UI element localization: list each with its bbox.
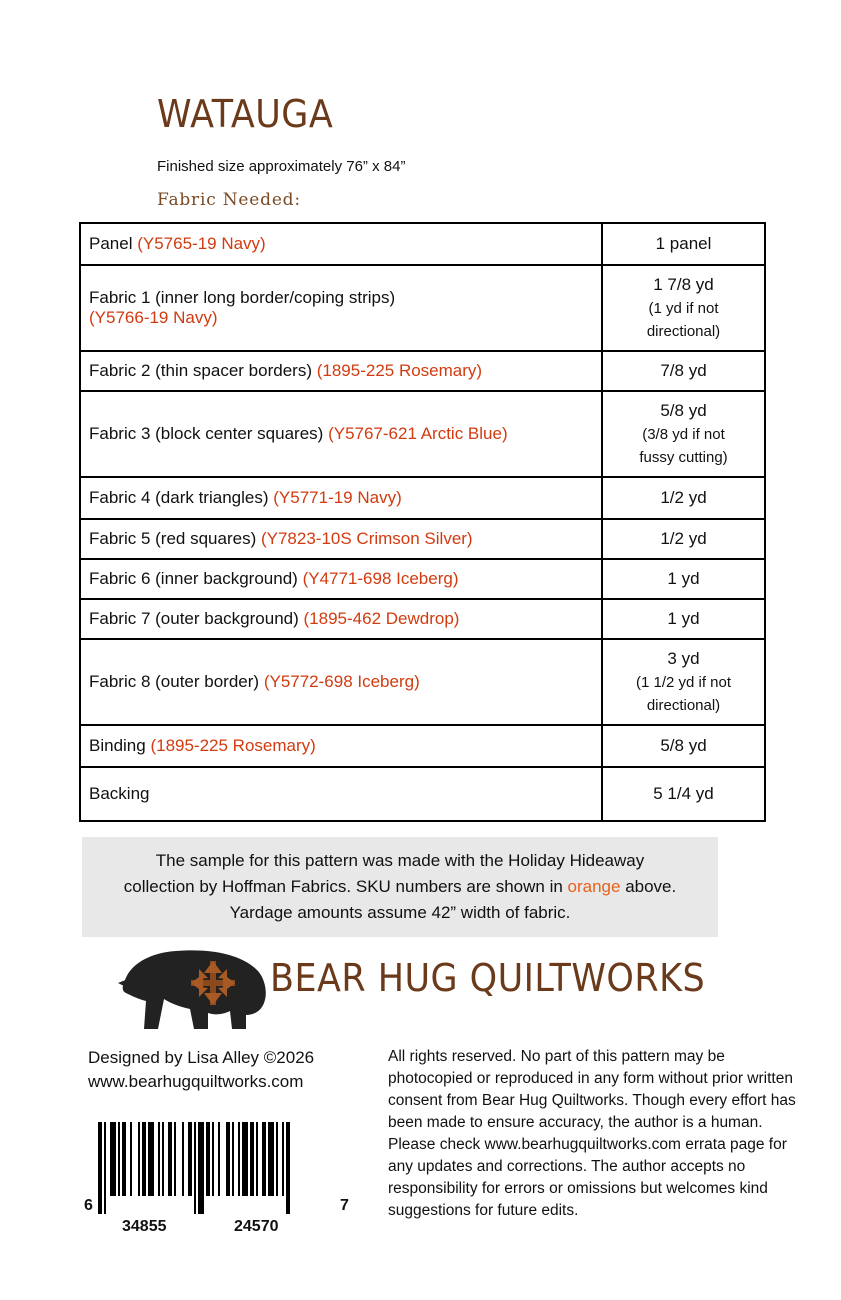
table-row bbox=[80, 559, 765, 599]
barcode-bar bbox=[242, 1122, 248, 1196]
fabric-item-label: Backing bbox=[89, 784, 150, 803]
notice-line-1: The sample for this pattern was made with the Holiday Hideaway bbox=[155, 851, 645, 870]
fabric-item-cell bbox=[80, 265, 602, 351]
orange-word: orange bbox=[567, 877, 621, 896]
barcode-bar bbox=[148, 1122, 154, 1196]
fabric-amount: 1 yd bbox=[667, 609, 700, 628]
fabric-amount-note: (3/8 yd if not fussy cutting) bbox=[639, 426, 728, 466]
barcode-bar bbox=[218, 1122, 220, 1196]
fabric-item-label: Fabric 5 (red squares) bbox=[89, 529, 257, 548]
fabric-amount: 1 yd bbox=[667, 569, 700, 588]
notice-line-2-end: above. bbox=[620, 877, 677, 896]
fabric-item-cell bbox=[80, 223, 602, 265]
barcode-bar bbox=[182, 1122, 184, 1196]
fabric-amount: 1 panel bbox=[655, 234, 712, 253]
barcode-bar bbox=[232, 1122, 234, 1196]
table-row bbox=[80, 265, 765, 351]
brand-name: BEAR HUG QUILTWORKS bbox=[270, 956, 706, 1000]
fabric-item-cell bbox=[80, 639, 602, 725]
barcode-bar bbox=[174, 1122, 176, 1196]
fabric-item-label: Fabric 8 (outer border) bbox=[89, 672, 260, 691]
barcode-bar bbox=[276, 1122, 278, 1196]
barcode-bar bbox=[142, 1122, 146, 1196]
barcode-bar bbox=[194, 1122, 196, 1214]
barcode-bar bbox=[122, 1122, 126, 1196]
fabric-item-cell bbox=[80, 725, 602, 767]
fabric-amount: 1/2 yd bbox=[660, 488, 707, 507]
table-row bbox=[80, 599, 765, 639]
fabric-amount-note: (1 1/2 yd if not directional) bbox=[635, 674, 732, 714]
fabric-item-label: Fabric 3 (block center squares) bbox=[89, 424, 324, 443]
pattern-title: WATAUGA bbox=[157, 92, 334, 136]
fabric-amount: 1/2 yd bbox=[660, 529, 707, 548]
barcode-check-digit: 7 bbox=[340, 1197, 349, 1214]
fabric-amount-cell bbox=[602, 223, 765, 265]
fabric-amount-cell bbox=[602, 639, 765, 725]
fabric-amount-note: (1 yd if not directional) bbox=[646, 300, 721, 340]
fabric-item-cell bbox=[80, 767, 602, 821]
fabric-item-label: Binding bbox=[89, 736, 146, 755]
fabric-item-cell bbox=[80, 599, 602, 639]
barcode-bar bbox=[286, 1122, 290, 1214]
table-row bbox=[80, 223, 765, 265]
table-row bbox=[80, 477, 765, 519]
barcode-bar bbox=[250, 1122, 254, 1196]
barcode-bar bbox=[98, 1122, 102, 1214]
fabric-item-cell bbox=[80, 559, 602, 599]
barcode-bar bbox=[138, 1122, 140, 1196]
fabric-amount: 5/8 yd bbox=[660, 401, 707, 420]
fabric-item-cell bbox=[80, 519, 602, 559]
barcode-bar bbox=[268, 1122, 274, 1196]
fabric-requirements-table bbox=[79, 222, 766, 822]
designer-credit bbox=[88, 1046, 314, 1094]
fabric-sku: (Y5772-698 Iceberg) bbox=[263, 672, 420, 691]
fabric-amount-cell bbox=[602, 767, 765, 821]
fabric-item-label: Fabric 7 (outer background) bbox=[89, 609, 299, 628]
fabric-sku: (Y7823-10S Crimson Silver) bbox=[260, 529, 473, 548]
barcode-lead-digit: 6 bbox=[84, 1197, 93, 1214]
barcode-bar bbox=[226, 1122, 230, 1196]
barcode-bar bbox=[206, 1122, 210, 1196]
fabric-amount-cell bbox=[602, 519, 765, 559]
collection-notice bbox=[82, 837, 718, 937]
barcode-bar bbox=[162, 1122, 164, 1196]
notice-line-3: Yardage amounts assume 42” width of fabric. bbox=[229, 903, 571, 922]
barcode-bar bbox=[130, 1122, 132, 1196]
fabric-needed-heading: Fabric Needed: bbox=[157, 190, 301, 210]
fabric-amount: 5 1/4 yd bbox=[653, 784, 714, 803]
fabric-sku: (1895-225 Rosemary) bbox=[316, 361, 483, 380]
rights-notice: All rights reserved. No part of this pattern may be photocopied or reproduced in any form without prior written consent from Bear Hug Quiltworks. Though every effort has been made to ensure accuracy, the author is a human. Please check www.bearhugquiltworks.com errata page for any updates and corrections. The author accepts no responsibility for errors or omissions but welcomes kind suggestions for future edits. bbox=[388, 1048, 796, 1219]
barcode-bar bbox=[238, 1122, 240, 1196]
fabric-sku: (Y5771-19 Navy) bbox=[273, 488, 402, 507]
fabric-sku: (Y5767-621 Arctic Blue) bbox=[328, 424, 508, 443]
barcode bbox=[84, 1122, 354, 1242]
table-row bbox=[80, 391, 765, 477]
barcode-bar bbox=[282, 1122, 284, 1196]
barcode-bar bbox=[198, 1122, 204, 1214]
barcode-bar bbox=[118, 1122, 120, 1196]
fabric-item-label: Fabric 2 (thin spacer borders) bbox=[89, 361, 312, 380]
fabric-amount-cell bbox=[602, 725, 765, 767]
fabric-item-cell bbox=[80, 351, 602, 391]
fabric-amount: 3 yd bbox=[667, 649, 700, 668]
barcode-bar bbox=[104, 1122, 106, 1214]
fabric-amount-cell bbox=[602, 559, 765, 599]
fabric-amount-cell bbox=[602, 477, 765, 519]
fabric-item-cell bbox=[80, 477, 602, 519]
barcode-bar bbox=[212, 1122, 214, 1196]
barcode-right-group: 24570 bbox=[234, 1218, 279, 1235]
notice-line-2-text: collection by Hoffman Fabrics. SKU numbers are shown in bbox=[123, 877, 568, 896]
designer-line: Designed by Lisa Alley ©2026 bbox=[88, 1048, 315, 1067]
fabric-amount: 7/8 yd bbox=[660, 361, 707, 380]
table-row bbox=[80, 767, 765, 821]
barcode-bar bbox=[262, 1122, 266, 1196]
finished-size: Finished size approximately 76” x 84” bbox=[157, 158, 406, 175]
barcode-bars bbox=[98, 1122, 348, 1214]
table-row bbox=[80, 351, 765, 391]
fabric-sku: (1895-462 Dewdrop) bbox=[303, 609, 460, 628]
fabric-sku: (1895-225 Rosemary) bbox=[150, 736, 316, 755]
fabric-sku: (Y4771-698 Iceberg) bbox=[302, 569, 459, 588]
fabric-sku: (Y5766-19 Navy) bbox=[89, 308, 218, 327]
fabric-item-label: Panel bbox=[89, 234, 133, 253]
barcode-bar bbox=[168, 1122, 172, 1196]
fabric-item-cell bbox=[80, 391, 602, 477]
fabric-item-label: Fabric 1 (inner long border/coping strips) bbox=[89, 288, 396, 307]
fabric-amount-cell bbox=[602, 265, 765, 351]
notice-line-2 bbox=[82, 874, 718, 900]
fabric-amount: 5/8 yd bbox=[660, 736, 707, 755]
table-row bbox=[80, 725, 765, 767]
fabric-amount: 1 7/8 yd bbox=[653, 275, 714, 294]
barcode-left-group: 34855 bbox=[122, 1218, 167, 1235]
barcode-bar bbox=[110, 1122, 116, 1196]
fabric-amount-cell bbox=[602, 599, 765, 639]
barcode-bar bbox=[256, 1122, 258, 1196]
website-link[interactable]: www.bearhugquiltworks.com bbox=[88, 1072, 304, 1091]
table-row bbox=[80, 639, 765, 725]
fabric-amount-cell bbox=[602, 351, 765, 391]
fabric-sku: (Y5765-19 Navy) bbox=[137, 234, 266, 253]
fabric-item-label: Fabric 6 (inner background) bbox=[89, 569, 298, 588]
table-row bbox=[80, 519, 765, 559]
fabric-item-label: Fabric 4 (dark triangles) bbox=[89, 488, 269, 507]
barcode-bar bbox=[188, 1122, 192, 1196]
barcode-bar bbox=[158, 1122, 160, 1196]
fabric-amount-cell bbox=[602, 391, 765, 477]
